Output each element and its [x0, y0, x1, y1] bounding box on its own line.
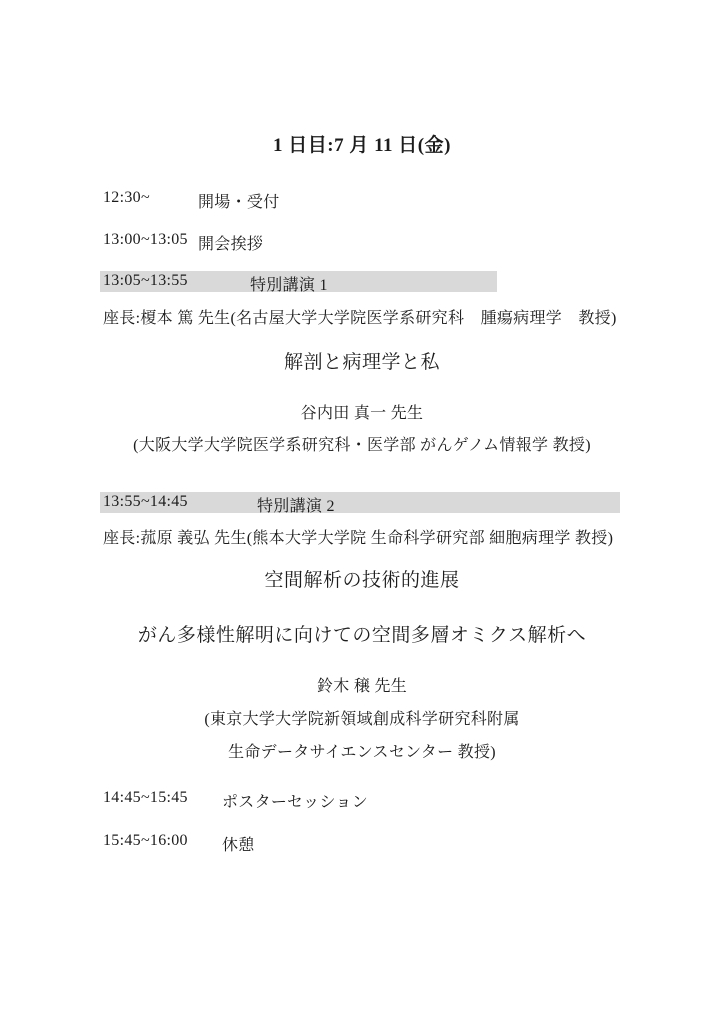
time-label: 13:55~14:45	[103, 493, 188, 510]
schedule-row-break	[0, 832, 724, 854]
session-label: 特別講演 2	[257, 498, 335, 515]
talk-title-lecture-1: 解剖と病理学と私	[283, 352, 440, 373]
schedule-row-opening-remarks	[0, 231, 724, 253]
time-label: 13:05~13:55	[103, 272, 188, 289]
talk-subtitle-lecture-2: がん多様性解明に向けての空間多層オミクス解析へ	[137, 625, 587, 646]
time-label: 12:30~	[103, 189, 150, 206]
affiliation-lecture-2-line2: 生命データサイエンスセンター 教授)	[228, 744, 496, 761]
time-label: 15:45~16:00	[103, 832, 188, 849]
talk-title-lecture-2: 空間解析の技術的進展	[264, 570, 460, 591]
session-label: 特別講演 1	[250, 277, 328, 294]
speaker-lecture-1: 谷内田 真一 先生	[300, 405, 424, 422]
affiliation-lecture-1: (大阪大学大学院医学系研究科・医学部 がんゲノム情報学 教授)	[133, 437, 591, 454]
activity-label: 開場・受付	[198, 194, 280, 211]
schedule-row-poster-session	[0, 789, 724, 811]
activity-label: ポスターセッション	[222, 794, 369, 811]
time-label: 14:45~15:45	[103, 789, 188, 806]
chair-line-lecture-1: 座長:榎本 篤 先生(名古屋大学大学院医学系研究科 腫瘍病理学 教授)	[103, 310, 617, 327]
speaker-lecture-2: 鈴木 穣 先生	[316, 678, 408, 695]
day-title: 1 日目:7 月 11 日(金)	[273, 135, 451, 156]
activity-label: 開会挨拶	[198, 236, 264, 253]
affiliation-lecture-2-line1: (東京大学大学院新領域創成科学研究科附属	[204, 711, 520, 728]
activity-label: 休憩	[222, 837, 255, 854]
session-bar-special-lecture-2	[100, 492, 620, 513]
session-bar-special-lecture-1	[100, 271, 497, 292]
time-label: 13:00~13:05	[103, 231, 188, 248]
schedule-row-doors-open	[0, 189, 724, 211]
chair-line-lecture-2: 座長:菰原 義弘 先生(熊本大学大学院 生命科学研究部 細胞病理学 教授)	[103, 530, 614, 547]
